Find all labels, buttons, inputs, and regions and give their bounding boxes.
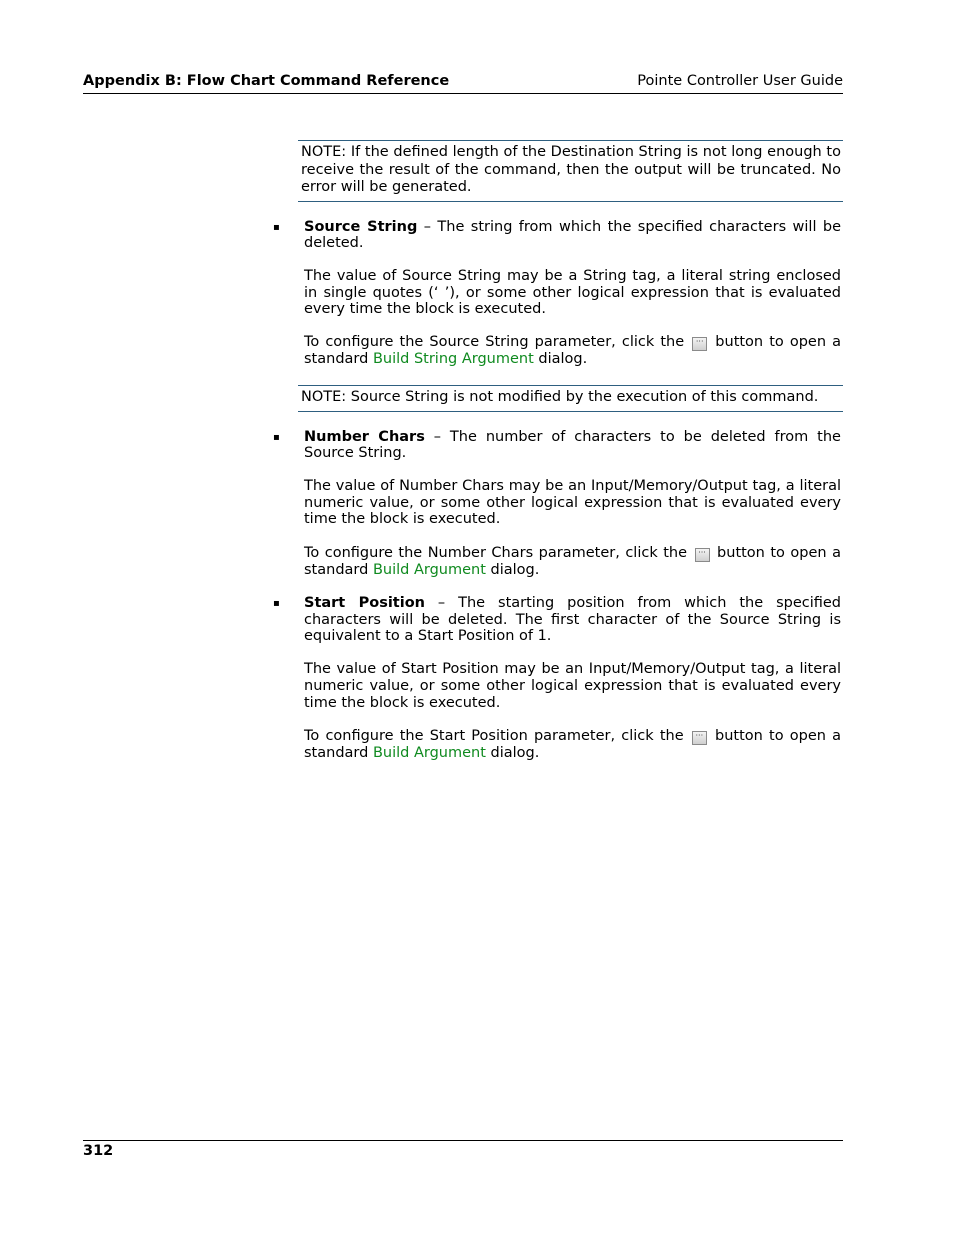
ellipsis-button-icon: ··· bbox=[695, 548, 710, 562]
build-argument-link[interactable]: Build Argument bbox=[372, 561, 486, 578]
ellipsis-button-icon: ··· bbox=[692, 731, 707, 745]
param-start-position bbox=[273, 595, 843, 761]
note-source-unmodified: NOTE: Source String is not modified by the execution of this command. bbox=[298, 385, 843, 412]
param-config-text bbox=[301, 545, 843, 579]
param-config-text bbox=[301, 334, 843, 368]
note-truncation: NOTE: If the defined length of the Destination String is not long enough to receive the result of the command, then the output will be truncated. No error will be generated. bbox=[298, 140, 843, 202]
param-source-string bbox=[273, 218, 843, 369]
ellipsis-button-icon: ··· bbox=[692, 337, 707, 351]
config-post: button to open a standard bbox=[304, 334, 841, 368]
bullet-marker: ▪ bbox=[273, 221, 280, 233]
page-footer bbox=[83, 1140, 843, 1159]
param-value-text: The value of Start Position may be an Input/Memory/Output tag, a literal numeric value, or some other logical expression that is evaluated every time the block is executed. bbox=[304, 661, 841, 711]
param-term: Start Position bbox=[304, 595, 425, 612]
param-desc: – The starting position from which the specified characters will be deleted. The first character of the Source String is equivalent to a Start Position of 1. bbox=[304, 595, 842, 645]
param-term: Number Chars bbox=[304, 428, 425, 445]
param-number-chars bbox=[273, 428, 843, 579]
param-config-text bbox=[301, 728, 843, 762]
config-end: dialog. bbox=[485, 744, 540, 761]
config-post: button to open a standard bbox=[304, 544, 842, 578]
param-term: Source String bbox=[304, 218, 418, 235]
param-definition bbox=[301, 595, 843, 645]
bullet-marker: ▪ bbox=[273, 598, 280, 610]
chapter-title: Appendix B: Flow Chart Command Reference bbox=[83, 73, 450, 89]
param-value-text: The value of Number Chars may be an Input/Memory/Output tag, a literal numeric value, or some other logical expression that is evaluated every time the block is executed. bbox=[304, 478, 841, 528]
param-definition bbox=[301, 429, 843, 462]
page-number: 312 bbox=[83, 1143, 114, 1159]
bullet-marker: ▪ bbox=[273, 431, 280, 443]
config-end: dialog. bbox=[485, 561, 540, 578]
config-pre: To configure the Start Position parameter, click the bbox=[304, 727, 684, 744]
guide-title: Pointe Controller User Guide bbox=[637, 73, 843, 89]
param-value-text: The value of Source String may be a String tag, a literal string enclosed in single quotes (‘ ’), or some other logical expression that is evaluated every time the block is executed. bbox=[304, 268, 841, 318]
main-content bbox=[273, 140, 843, 778]
param-desc: – The string from which the specified characters will be deleted. bbox=[304, 218, 841, 252]
build-string-argument-link[interactable]: Build String Argument bbox=[372, 351, 534, 368]
param-definition bbox=[301, 219, 843, 252]
build-argument-link[interactable]: Build Argument bbox=[372, 744, 486, 761]
config-pre: To configure the Number Chars parameter, click the bbox=[304, 544, 688, 561]
param-desc: – The number of characters to be deleted from the Source String. bbox=[304, 428, 841, 462]
config-pre: To configure the Source String parameter, click the bbox=[304, 334, 685, 351]
config-end: dialog. bbox=[533, 351, 588, 368]
config-post: button to open a standard bbox=[304, 727, 842, 761]
page-header bbox=[83, 72, 843, 94]
